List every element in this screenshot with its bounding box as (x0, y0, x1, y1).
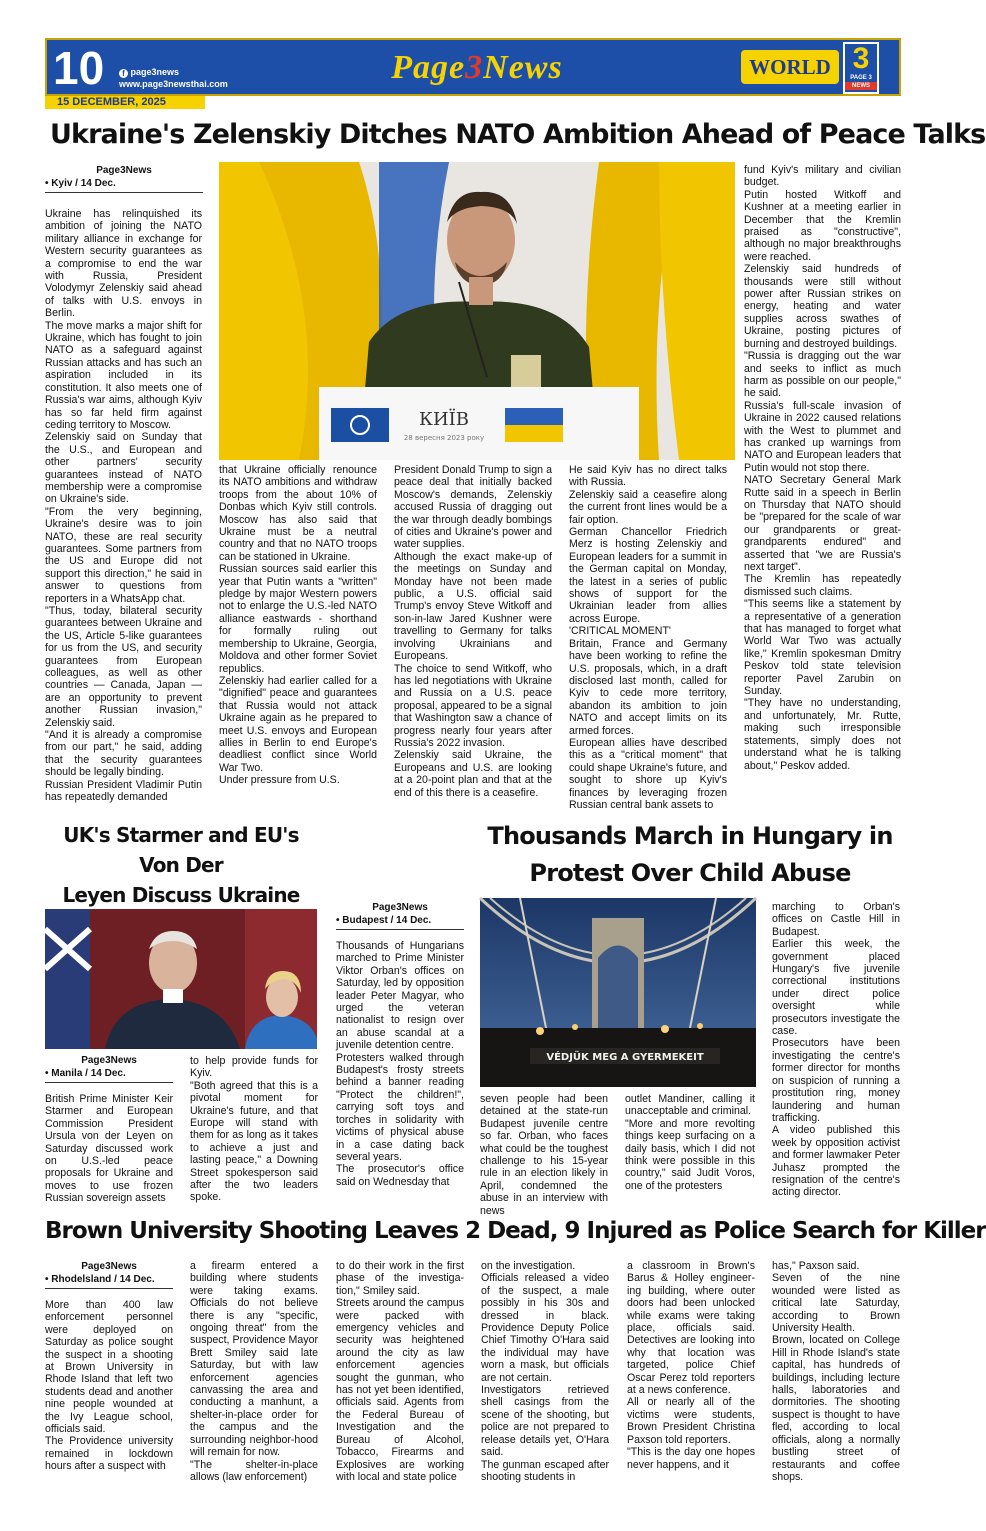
a3-column-1 (336, 940, 464, 1208)
starmer-von-der-leyen-photo (45, 909, 317, 1049)
a1-column-4 (569, 464, 727, 814)
paragraph: Thousands of Hungarians marched to Prime Minister Viktor Orban's offices on Saturday, led by opposition leader Peter Magyar, who urged the veteran nationalist to resign over an abuse scandal at a juvenile detention centre. (336, 940, 464, 1052)
paragraph: "From the very beginning, Ukraine's desire was to join NATO, these are real security guarantees. Some partners from the US and Europe did not support this direction," he said in answer to questions from reporters in a WhatsApp chat. (45, 505, 202, 605)
facebook-handle: page3news (130, 67, 180, 77)
paragraph: Seven of the nine wounded were listed as critical late Saturday, according to Brown University Health. (772, 1272, 900, 1335)
paragraph: "More and more revolting things keep surfacing on a daily basis, which I did not think were possible in this country," said Judit Voros, one of the protesters (625, 1117, 755, 1192)
paragraph: Officials released a video of the suspect, a male possibly in his 30s and dressed in black. Providence Deputy Police Chief Timothy O'Hara said the individual may have worn a mask, but officials are not certain. (481, 1272, 609, 1384)
paragraph: The Kremlin has repeatedly dismissed such claims. (744, 573, 901, 598)
zelenskiy-photo (219, 162, 735, 460)
paragraph: Britain, France and Germany have been working to refine the U.S. proposals, which, in a draft disclosed last month, called for Kyiv to cede more territory, abandon its ambition to join NATO and accept limits on its armed forces. (569, 637, 727, 737)
paragraph: a firearm entered a building where students were taking exams. Officials do not believe there is any "specific, ongoing threat" from the suspect, Providence Mayor Brett Smiley said late Saturday, but with law enforcement agencies canvassing the area and conducting a manhunt, a shelter-in-place order for the campus and the surrounding neighbor-hood will remain for now. (190, 1260, 318, 1459)
a2-headline: UK's Starmer and EU's Von Der Leyen Discuss Ukraine (62, 823, 300, 907)
paragraph: Streets around the campus were packed with emergency vehicles and security was heightened around the city as law enforcement agencies sought the gunman, who has not yet been identified, officials said. Agents from the Federal Bureau of Investigation and the Bureau of Alcohol, Tobacco, Firearms and Explosives are working with local and state police (336, 1297, 464, 1483)
paragraph: He said Kyiv has no direct talks with Russia. (569, 464, 727, 489)
paragraph: to help provide funds for Kyiv. (190, 1055, 318, 1080)
a4-column-4 (481, 1260, 609, 1489)
paragraph: All or nearly all of the victims were students, Brown President Christina Paxson told reporters. (627, 1396, 755, 1446)
a2-byline: Page3News • Manila / 14 Dec. (45, 1054, 173, 1083)
paragraph: "This seems like a statement by a representative of a generation that has managed to forget what World War Two was actually like," Kremlin spokesman Dmitry Peskov told state television reporter Pavel Zarubin on Sunday. (744, 598, 901, 698)
a3-byline: Page3News • Budapest / 14 Dec. (336, 901, 464, 930)
a4-column-2 (190, 1260, 318, 1489)
page-number: 10 (53, 42, 105, 94)
paragraph: marching to Orban's offices on Castle Hill in Budapest. (772, 901, 900, 938)
paragraph: a classroom in Brown's Barus & Holley engineer-ing building, where outer doors had been unlocked while exams were taking place, officials said. Detectives are looking into why that location was targeted, police Chief Oscar Perez told reporters at a news conference. (627, 1260, 755, 1397)
masthead (45, 38, 901, 96)
a3-column-2 (480, 1093, 608, 1217)
a4-column-5 (627, 1260, 755, 1489)
paragraph: Investigators retrieved shell casings from the scene of the shooting, but police are not prepared to release details yet, O'Hara said. (481, 1384, 609, 1459)
paragraph: British Prime Minister Keir Starmer and European Commission President Ursula von der Leyen on Saturday discussed work on U.S.-led peace proposals for Ukraine and moves to use frozen Russian sovereign assets (45, 1093, 173, 1205)
a3-column-3 (625, 1093, 755, 1208)
a4-column-3 (336, 1260, 464, 1489)
protest-illustration (480, 898, 756, 1087)
a4-column-1 (45, 1299, 173, 1489)
paragraph: NATO Secretary General Mark Rutte said in a speech in Berlin on Thursday that NATO should be "prepared for the scale of war our grandparents or great-grandparents endured" and asserted that "we are Russia's next target". (744, 474, 901, 573)
paragraph: Russian sources said earlier this year that Putin wants a "written" pledge by major Western powers not to enlarge the U.S.-led NATO alliance eastwards - shorthand for formally ruling out membership to Ukraine, Georgia, Moldova and other former Soviet republics. (219, 563, 377, 675)
a1-headline: Ukraine's Zelenskiy Ditches NATO Ambition Ahead of Peace Talks (50, 119, 986, 150)
paragraph: Zelenskiy said hundreds of thousands were still without power after Russian strikes on energy, heating and water supplies across swathes of Ukraine, posting pictures of burning and destroyed buildings. (744, 263, 901, 350)
paragraph: Russian President Vladimir Putin has repeatedly demanded (45, 778, 202, 804)
paragraph: "Russia is dragging out the war and seeks to inflict as much harm as possible on our people," he said. (744, 350, 901, 400)
paragraph: The choice to send Witkoff, who has led negotiations with Ukraine and Russia on a U.S. peace proposal, appeared to be a signal that Washington saw a chance of progress nearly four years after Russia's 2022 invasion. (394, 662, 552, 749)
paragraph: Zelenskiy had earlier called for a "dignified" peace and guarantees that Russia would not attack Ukraine again as he prepared to meet U.S. envoys and European allies in Berlin to end Europe's deadliest conflict since World War Two. (219, 674, 377, 774)
paragraph: to do their work in the first phase of the investiga-tion," Smiley said. (336, 1260, 464, 1297)
paragraph: Ukraine has relinquished its ambition of joining the NATO military alliance in exchange for Western security guarantees as a compromise to end the war with Russia, President Volodymyr Zelenskiy said ahead of talks with U.S. envoys in Berlin. (45, 208, 202, 320)
podium-subtext: 28 вересня 2023 року (403, 434, 485, 442)
paragraph: has," Paxson said. (772, 1260, 860, 1272)
paragraph: Although the exact make-up of the meetings on Sunday and Monday have not been made public, a U.S. official said Trump's envoy Steve Witkoff and son-in-law Jared Kushner were travelling to Germany for talks involving Ukrainians and Europeans. (394, 550, 552, 663)
paragraph: The Providence university remained in lockdown hours after a suspect with (45, 1435, 173, 1473)
paragraph: "Thus, today, bilateral security guarantees between Ukraine and the US, Article 5-like guarantees for us from the US, and security guarantees from European colleagues, as well as other countries — Canada, Japan — are an opportunity to prevent another Russian invasion," Zelenskiy said. (45, 605, 202, 729)
paragraph: that Ukraine officially renounce its NATO ambitions and withdraw troops from the about 10% of Donbas which Kyiv still controls. Moscow has also said that Ukraine must be a neutral country and that no NATO troops can be stationed in Ukraine. (219, 464, 377, 563)
a4-column-6 (772, 1260, 900, 1489)
protest-banner-text: VÉDJÜK MEG A GYERMEKEIT (546, 1052, 704, 1063)
paragraph: Zelenskiy said a ceasefire along the current front lines would be a fair option. (569, 488, 727, 526)
paragraph: More than 400 law enforcement personnel were deployed on Saturday as police sought the suspect in a shooting at Brown University in Rhode Island that left two students dead and another nine people wounded at the Ivy League school, officials said. (45, 1299, 173, 1436)
paragraph: The gunman escaped after shooting students in (481, 1458, 609, 1483)
paragraph: Russia's full-scale invasion of Ukraine in 2022 caused relations with the West to plummet and has cranked up warnings from NATO and European leaders that Putin would not stop there. (744, 399, 901, 474)
a1-column-2 (219, 464, 377, 814)
paragraph: Prosecutors have been investigating the centre's former director for months on suspicion of running a prostitution ring, money laundering and human trafficking. (772, 1037, 900, 1124)
paragraph: on the investigation. (481, 1260, 576, 1272)
paragraph: The move marks a major shift for Ukraine, which has fought to join NATO as a safeguard against Russian attacks and has such an aspiration included in its constitution. It also meets one of Russia's war aims, although Kyiv has so far held firm against ceding territory to Moscow. (45, 319, 202, 431)
paragraph: The prosecutor's office said on Wednesday that (336, 1163, 464, 1188)
zelenskiy-illustration (219, 162, 735, 460)
section-label: WORLD (741, 50, 839, 84)
a1-column-3 (394, 464, 552, 814)
a2-column-1 (45, 1093, 173, 1208)
starmer-illustration (45, 909, 317, 1049)
page3-badge: 3 PAGE 3 NEWS (843, 42, 879, 94)
paragraph: Protesters walked through Budapest's frosty streets behind a banner reading "Protect the children!", carrying soft toys and torches in solidarity with victims of physical abuse in a case dating back several years. (336, 1051, 464, 1163)
paragraph: German Chancellor Friedrich Merz is hosting Zelenskiy and European leaders for a summit in the German capital on Monday, the latest in a series of public shows of support for the Ukrainian leader from allies across Europe. (569, 526, 727, 625)
a3-column-4 (772, 901, 900, 1208)
paragraph: "They have no understanding, and unfortunately, Mr. Rutte, making such irresponsible statements, simply does not understand what he is talking about," Peskov added. (744, 697, 901, 772)
paragraph: Under pressure from U.S. (219, 774, 340, 787)
paragraph: 'CRITICAL MOMENT' (569, 625, 671, 638)
paragraph: "Both agreed that this is a pivotal moment for Ukraine's future, and that Europe will stand with them for as long as it takes to achieve a just and lasting peace," a Downing Street spokesperson said after the two leaders spoke. (190, 1079, 318, 1204)
paragraph: "This is the day one hopes never happens, and it (627, 1446, 755, 1471)
paragraph: European allies have described this as a "critical moment" that could shape Ukraine's future, and sought to shore up Kyiv's finances by leveraging frozen Russian central bank assets to (569, 736, 727, 811)
paragraph: Putin hosted Witkoff and Kushner at a meeting earlier in December that the Kremlin praised as "constructive", although no major breakthroughs were reached. (744, 188, 901, 263)
paragraph: seven people had been detained at the state-run Budapest juvenile centre so far. Orban, who faces what could be the toughest challenge to his 15-year rule in an election likely in April, condemned the abuse in an interview with news (480, 1093, 608, 1217)
podium-text: КИЇВ (419, 409, 469, 430)
a1-column-1 (45, 208, 202, 816)
paragraph: "The shelter-in-place allows (law enforcement) (190, 1458, 318, 1483)
facebook-icon: f (119, 69, 128, 78)
paragraph: "And it is already a compromise from our part," he said, adding that the security guarantees should be legally binding. (45, 729, 202, 779)
budapest-protest-photo (480, 898, 756, 1087)
masthead-web-info (119, 66, 228, 90)
paragraph: outlet Mandiner, calling it unacceptable and criminal. (625, 1093, 755, 1118)
a1-byline: Page3News • Kyiv / 14 Dec. (45, 164, 203, 193)
paragraph: Zelenskiy said on Sunday that the U.S., and European and other partners' security guarantees instead of NATO membership were a compromise on Ukraine's side. (45, 431, 202, 506)
a4-headline: Brown University Shooting Leaves 2 Dead, 9 Injured as Police Search for Killer (45, 1218, 986, 1244)
paragraph: President Donald Trump to sign a peace deal that initially backed Moscow's demands, Zelenskiy accused Russia of dragging out the war through deadly bombings of cities and Ukraine's power and water supplies. (394, 464, 552, 551)
page3news-logo: Page3News (391, 49, 563, 86)
paragraph: A video published this week by opposition activist and former lawmaker Peter Juhasz prompted the resignation of the centre's acting director. (772, 1124, 900, 1199)
paragraph: Brown, located on College Hill in Rhode Island's state capital, has hundreds of buildings, including lecture halls, laboratories and dormitories. The shooting suspect is thought to have fled, according to local officials, along a normally bustling street of restaurants and coffee shops. (772, 1334, 900, 1483)
a2-column-2 (190, 1055, 318, 1208)
a1-column-5 (744, 164, 901, 816)
website-url: www.page3newsthai.com (119, 79, 228, 89)
issue-date: 15 DECEMBER, 2025 (45, 96, 205, 109)
paragraph: fund Kyiv's military and civilian budget. (744, 164, 901, 189)
paragraph: Zelenskiy said Ukraine, the Europeans and U.S. are looking at a 20-point plan and that at the end of this there is a ceasefire. (394, 749, 552, 799)
a4-byline: Page3News • Rhodelsland / 14 Dec. (45, 1260, 173, 1289)
paragraph: Earlier this week, the government placed Hungary's five juvenile correctional institutions under direct police oversight while prosecutors investigate the case. (772, 938, 900, 1038)
a3-headline: Thousands March in Hungary in Protest Over Child Abuse (487, 822, 893, 887)
